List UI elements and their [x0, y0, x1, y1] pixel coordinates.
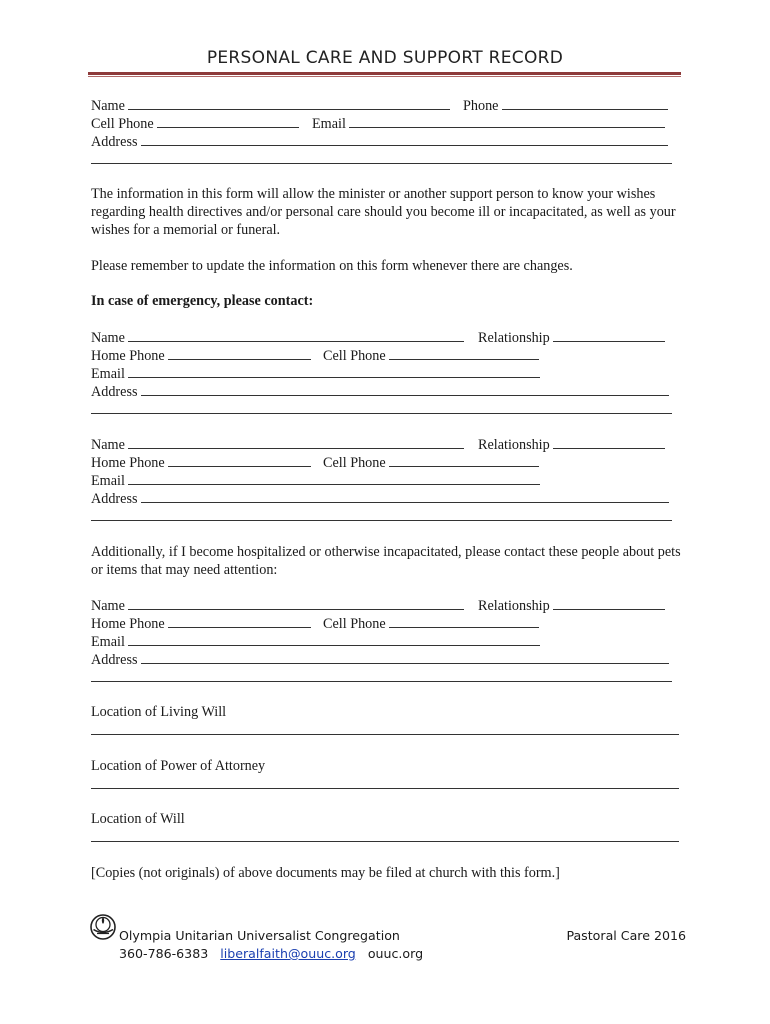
chalice-logo-icon: [89, 912, 119, 942]
contact-cell-phone-label: Cell Phone: [323, 455, 386, 471]
contact-name-blank[interactable]: [128, 596, 464, 610]
contact-email-label: Email: [91, 634, 125, 650]
personal-address-field[interactable]: [91, 132, 668, 151]
contact-row-phones: [91, 346, 676, 364]
contact-row-phones: [91, 614, 676, 632]
contact-address-label: Address: [91, 491, 138, 507]
contact-cell-phone-blank[interactable]: [389, 614, 539, 628]
contact-email-blank[interactable]: [128, 632, 540, 646]
personal-phone-field[interactable]: [463, 96, 668, 115]
contact-relationship-field[interactable]: [478, 435, 665, 454]
footer-website: ouuc.org: [367, 946, 424, 961]
personal-email-blank[interactable]: [349, 114, 665, 128]
contact-name-field[interactable]: [91, 328, 464, 347]
contact-row-email: [91, 471, 676, 489]
contact-relationship-field[interactable]: [478, 596, 665, 615]
contact-home-phone-blank[interactable]: [168, 346, 311, 360]
title-divider-thin: [88, 76, 681, 77]
contact-email-blank[interactable]: [128, 364, 540, 378]
contact-relationship-label: Relationship: [478, 330, 550, 346]
contact-address-label: Address: [91, 384, 138, 400]
contact-address-blank[interactable]: [141, 650, 669, 664]
personal-email-field[interactable]: [312, 114, 665, 133]
contact-relationship-blank[interactable]: [553, 596, 665, 610]
intro-paragraph: The information in this form will allow the minister or another support person to know your wishes regarding health directives and/or personal care should you become ill or incapacitated, as well as your wishes for a memorial or funeral.: [91, 186, 676, 238]
page-title: PERSONAL CARE AND SUPPORT RECORD: [206, 48, 564, 68]
contact-cell-phone-field[interactable]: [323, 453, 539, 472]
contact-row-address: [91, 650, 676, 668]
contact-home-phone-label: Home Phone: [91, 455, 165, 471]
contact-home-phone-field[interactable]: [91, 346, 311, 365]
personal-address-line2[interactable]: [91, 163, 672, 164]
personal-address-label: Address: [91, 134, 138, 150]
personal-cell-blank[interactable]: [157, 114, 299, 128]
additional-paragraph: Additionally, if I become hospitalized or otherwise incapacitated, please contact these people about pets or items that may need attention:: [91, 544, 681, 578]
contact-relationship-label: Relationship: [478, 437, 550, 453]
living-will-label: Location of Living Will: [91, 704, 227, 720]
personal-row-address: [91, 132, 676, 150]
reminder-paragraph: Please remember to update the information on this form whenever there are changes.: [91, 258, 573, 274]
contact-email-field[interactable]: [91, 471, 540, 490]
contact-address-blank[interactable]: [141, 382, 669, 396]
contact-cell-phone-field[interactable]: [323, 346, 539, 365]
contact-email-label: Email: [91, 473, 125, 489]
contact-home-phone-label: Home Phone: [91, 348, 165, 364]
contact-home-phone-label: Home Phone: [91, 616, 165, 632]
contact-address-field[interactable]: [91, 382, 669, 401]
contact-cell-phone-label: Cell Phone: [323, 616, 386, 632]
contact-email-field[interactable]: [91, 364, 540, 383]
footer-phone: 360-786-6383: [119, 946, 209, 961]
personal-phone-blank[interactable]: [502, 96, 668, 110]
contact-home-phone-blank[interactable]: [168, 453, 311, 467]
contact-name-blank[interactable]: [128, 435, 464, 449]
footer-org: Olympia Unitarian Universalist Congregation: [119, 928, 400, 943]
contact-row-email: [91, 364, 676, 382]
will-label: Location of Will: [91, 811, 185, 827]
contact-row-address: [91, 382, 676, 400]
contact-relationship-label: Relationship: [478, 598, 550, 614]
personal-email-label: Email: [312, 116, 346, 132]
contact-row-address: [91, 489, 676, 507]
personal-address-blank[interactable]: [141, 132, 668, 146]
contact-row-name: [91, 435, 676, 453]
contact-address-line2[interactable]: [91, 520, 672, 521]
power-of-attorney-label: Location of Power of Attorney: [91, 758, 266, 774]
contact-cell-phone-blank[interactable]: [389, 453, 539, 467]
will-line[interactable]: [91, 841, 679, 842]
contact-email-label: Email: [91, 366, 125, 382]
personal-phone-label: Phone: [463, 98, 499, 114]
personal-row-cell: [91, 114, 676, 132]
contact-relationship-field[interactable]: [478, 328, 665, 347]
emergency-heading: In case of emergency, please contact:: [91, 293, 314, 309]
footer-email-link[interactable]: liberalfaith@ouuc.org: [220, 946, 356, 961]
contact-row-name: [91, 328, 676, 346]
contact-address-field[interactable]: [91, 650, 669, 669]
contact-row-name: [91, 596, 676, 614]
contact-name-label: Name: [91, 598, 125, 614]
contact-name-blank[interactable]: [128, 328, 464, 342]
contact-cell-phone-label: Cell Phone: [323, 348, 386, 364]
contact-home-phone-field[interactable]: [91, 614, 311, 633]
personal-name-label: Name: [91, 98, 125, 114]
personal-row-name: [91, 96, 676, 114]
personal-cell-label: Cell Phone: [91, 116, 154, 132]
personal-name-field[interactable]: [91, 96, 450, 115]
contact-relationship-blank[interactable]: [553, 328, 665, 342]
contact-relationship-blank[interactable]: [553, 435, 665, 449]
contact-home-phone-blank[interactable]: [168, 614, 311, 628]
contact-address-line2[interactable]: [91, 413, 672, 414]
contact-email-field[interactable]: [91, 632, 540, 651]
copies-note: [Copies (not originals) of above documents may be filed at church with this form.]: [91, 865, 560, 881]
contact-name-field[interactable]: [91, 435, 464, 454]
contact-address-line2[interactable]: [91, 681, 672, 682]
contact-address-blank[interactable]: [141, 489, 669, 503]
contact-email-blank[interactable]: [128, 471, 540, 485]
personal-name-blank[interactable]: [128, 96, 450, 110]
contact-name-label: Name: [91, 330, 125, 346]
contact-home-phone-field[interactable]: [91, 453, 311, 472]
footer-contact-row: [119, 946, 439, 964]
contact-cell-phone-blank[interactable]: [389, 346, 539, 360]
living-will-line[interactable]: [91, 734, 679, 735]
contact-row-phones: [91, 453, 676, 471]
contact-address-label: Address: [91, 652, 138, 668]
contact-cell-phone-field[interactable]: [323, 614, 539, 633]
footer-right: Pastoral Care 2016: [566, 928, 686, 943]
contact-address-field[interactable]: [91, 489, 669, 508]
contact-row-email: [91, 632, 676, 650]
contact-name-field[interactable]: [91, 596, 464, 615]
personal-cell-field[interactable]: [91, 114, 299, 133]
title-divider: [88, 72, 681, 75]
power-of-attorney-line[interactable]: [91, 788, 679, 789]
contact-name-label: Name: [91, 437, 125, 453]
